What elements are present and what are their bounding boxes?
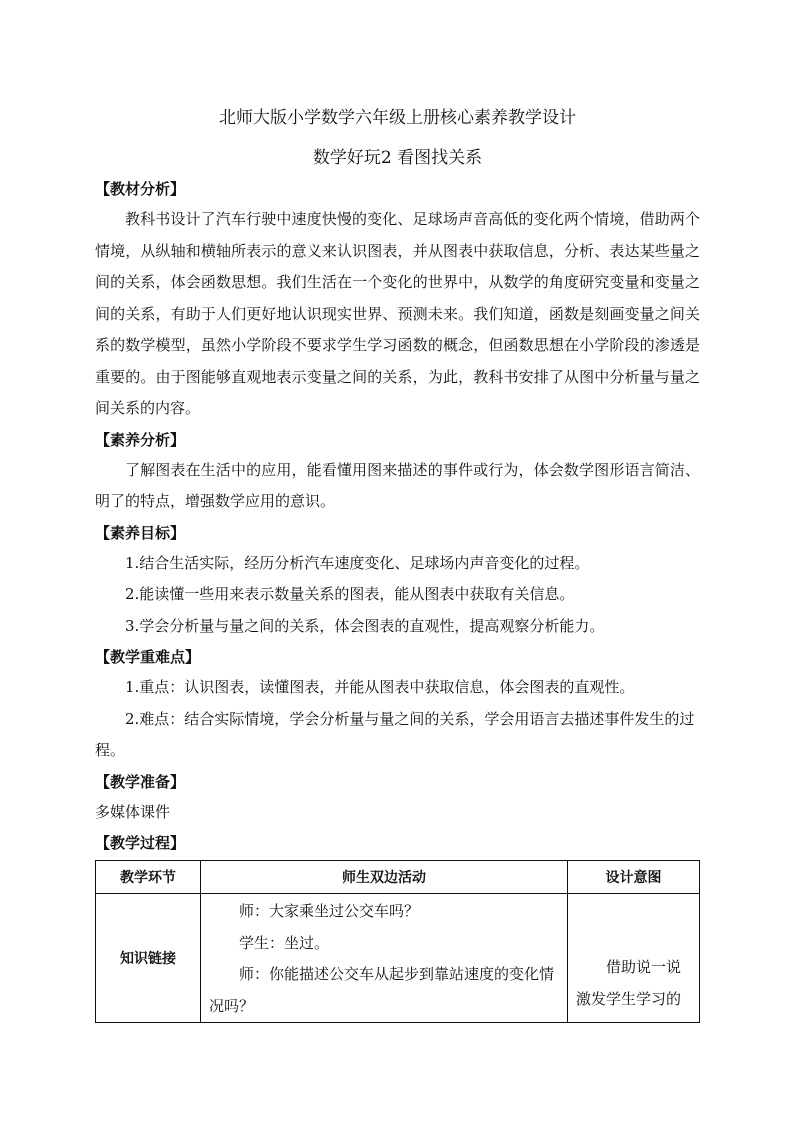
document-page <box>95 100 700 1023</box>
document-title: 北师大版小学数学六年级上册核心素养教学设计 <box>219 108 576 128</box>
column-header-stage: 教学环节 <box>96 861 201 894</box>
intent-line: 借助说一说 <box>606 958 682 976</box>
preparation-body: 多媒体课件 <box>95 802 171 821</box>
teaching-process-table <box>95 860 700 1023</box>
activity-line: 学生：坐过。 <box>239 933 330 952</box>
activity-line: 师：你能描述公交车从起步到靠站速度的变化情况吗？ <box>209 965 555 1015</box>
textbook-analysis-body: 教科书设计了汽车行驶中速度快慢的变化、足球场声音高低的变化两个情境，借助两个情境，从纵轴和横轴所表示的意义来认识图表，并从图表中获取信息，分析、表达某些量之间的关系，体会函数思想。我们生活在一个变化的世界中，从数学的角度研究变量和变量之间的关系，有助于人们更好地认识现实世界、预测未来。我们知道，函数是刻画变量之间关系的数学模型，虽然小学阶段不要求学生学习函数的概念，但函数思想在小学阶段的渗透是重要的。由于图能够直观地表示变量之间的关系，为此，教科书安排了从图中分析量与量之间关系的内容。 <box>95 210 700 417</box>
intent-cell <box>568 894 700 1023</box>
literacy-analysis-heading: 【素养分析】 <box>95 430 186 449</box>
key-point-item: 1.重点：认识图表，读懂图表，并能从图表中获取信息，体会图表的直观性。 <box>125 678 635 696</box>
intent-spacer <box>576 894 691 952</box>
activity-line: 师：大家乘坐过公交车吗？ <box>239 902 420 920</box>
column-header-activities: 师生双边活动 <box>201 861 568 894</box>
document-subtitle: 数学好玩2 看图找关系 <box>312 148 483 168</box>
literacy-goal-item: 3.学会分析量与量之间的关系，体会图表的直观性，提高观察分析能力。 <box>125 616 605 635</box>
process-heading: 【教学过程】 <box>95 834 186 852</box>
key-point-item: 2.难点：结合实际情境，学会分析量与量之间的关系，学会用语言去描述事件发生的过程。 <box>95 709 695 759</box>
key-points-list <box>95 672 700 767</box>
table-row <box>96 894 700 1023</box>
preparation-heading: 【教学准备】 <box>95 772 186 791</box>
column-header-intent: 设计意图 <box>568 861 700 894</box>
activity-cell <box>201 894 568 1023</box>
literacy-goal-item: 2.能读懂一些用来表示数量关系的图表，能从图表中获取有关信息。 <box>125 585 575 603</box>
textbook-analysis-heading: 【教材分析】 <box>95 180 186 198</box>
table-header-row <box>96 861 700 894</box>
stage-cell: 知识链接 <box>96 894 201 1023</box>
literacy-analysis-body: 了解图表在生活中的应用，能看懂用图来描述的事件或行为，体会数学图形语言简洁、明了的特点，增强数学应用的意识。 <box>95 460 700 510</box>
literacy-goal-item: 1.结合生活实际，经历分析汽车速度变化、足球场内声音变化的过程。 <box>125 553 590 572</box>
key-points-heading: 【教学重难点】 <box>95 648 201 666</box>
literacy-goals-heading: 【素养目标】 <box>95 523 186 542</box>
literacy-goals-list <box>95 548 700 643</box>
intent-line: 激发学生学习的 <box>576 989 682 1008</box>
